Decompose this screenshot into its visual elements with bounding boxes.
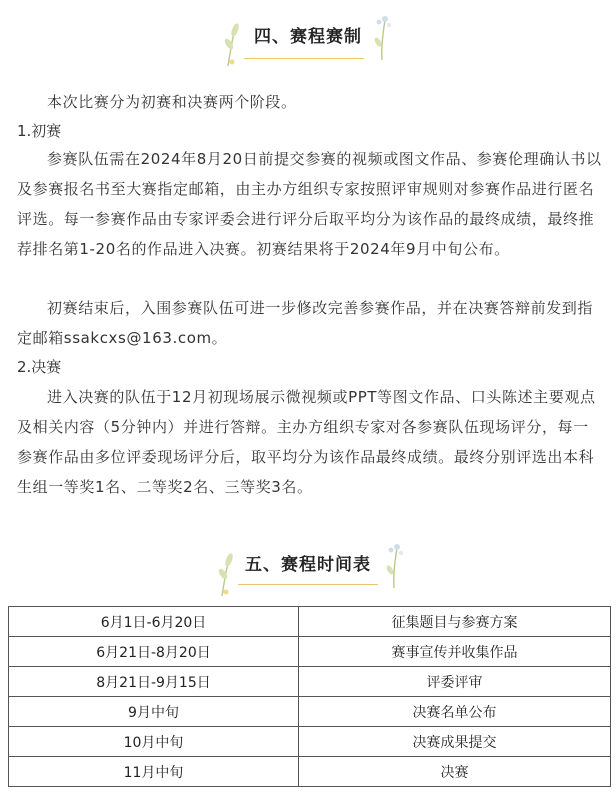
flower-sprig-icon [372,12,394,62]
date-cell: 10月中旬 [9,727,299,757]
table-row [9,637,611,667]
date-cell: 6月1日-6月20日 [9,607,299,637]
flower-sprig-icon [384,540,406,590]
event-cell: 决赛 [299,757,611,787]
final-paragraph: 进入决赛的队伍于12月初现场展示微视频或PPT等图文作品、口头陈述主要观点及相关内容（5分钟内）并进行答辩。主办方组织专家对各参赛队伍现场评分，每一参赛作品由多位评委现场评分后，取平均分为该作品最终成绩。最终分别评选出本科生组一等奖1名、二等奖2名、三等奖3名。 [17,388,596,496]
final-heading: 2.决赛 [17,358,62,376]
schedule-table [8,606,611,787]
table-row [9,607,611,637]
event-cell: 决赛成果提交 [299,727,611,757]
date-cell: 9月中旬 [9,697,299,727]
date-cell: 6月21日-8月20日 [9,637,299,667]
event-cell: 决赛名单公布 [299,697,611,727]
title-underline [238,584,378,585]
section-5-title: 五、赛程时间表 [245,555,371,575]
table-row [9,697,611,727]
date-cell: 11月中旬 [9,757,299,787]
table-row [9,667,611,697]
table-row [9,727,611,757]
prelim-paragraph-2: 初赛结束后，入围参赛队伍可进一步修改完善参赛作品，并在决赛答辩前发到指定邮箱ssakcxs@163.com。 [17,299,594,347]
event-cell: 征集题目与参赛方案 [299,607,611,637]
prelim-paragraph-1: 参赛队伍需在2024年8月20日前提交参赛的视频或图文作品、参赛伦理确认书以及参赛报名书至大赛指定邮箱，由主办方组织专家按照评审规则对参赛作品进行匿名评选。每一参赛作品由专家评委会进行评分后取平均分为该作品的最终成绩，最终推荐排名第1-20名的作品进入决赛。初赛结果将于2024年9月中旬公布。 [17,150,602,258]
section-4-title: 四、赛程赛制 [254,27,362,47]
table-row [9,757,611,787]
event-cell: 评委评审 [299,667,611,697]
intro-paragraph: 本次比赛分为初赛和决赛两个阶段。 [47,93,297,111]
event-cell: 赛事宣传并收集作品 [299,637,611,667]
prelim-heading: 1.初赛 [17,122,62,140]
title-underline [244,58,364,59]
date-cell: 8月21日-9月15日 [9,667,299,697]
